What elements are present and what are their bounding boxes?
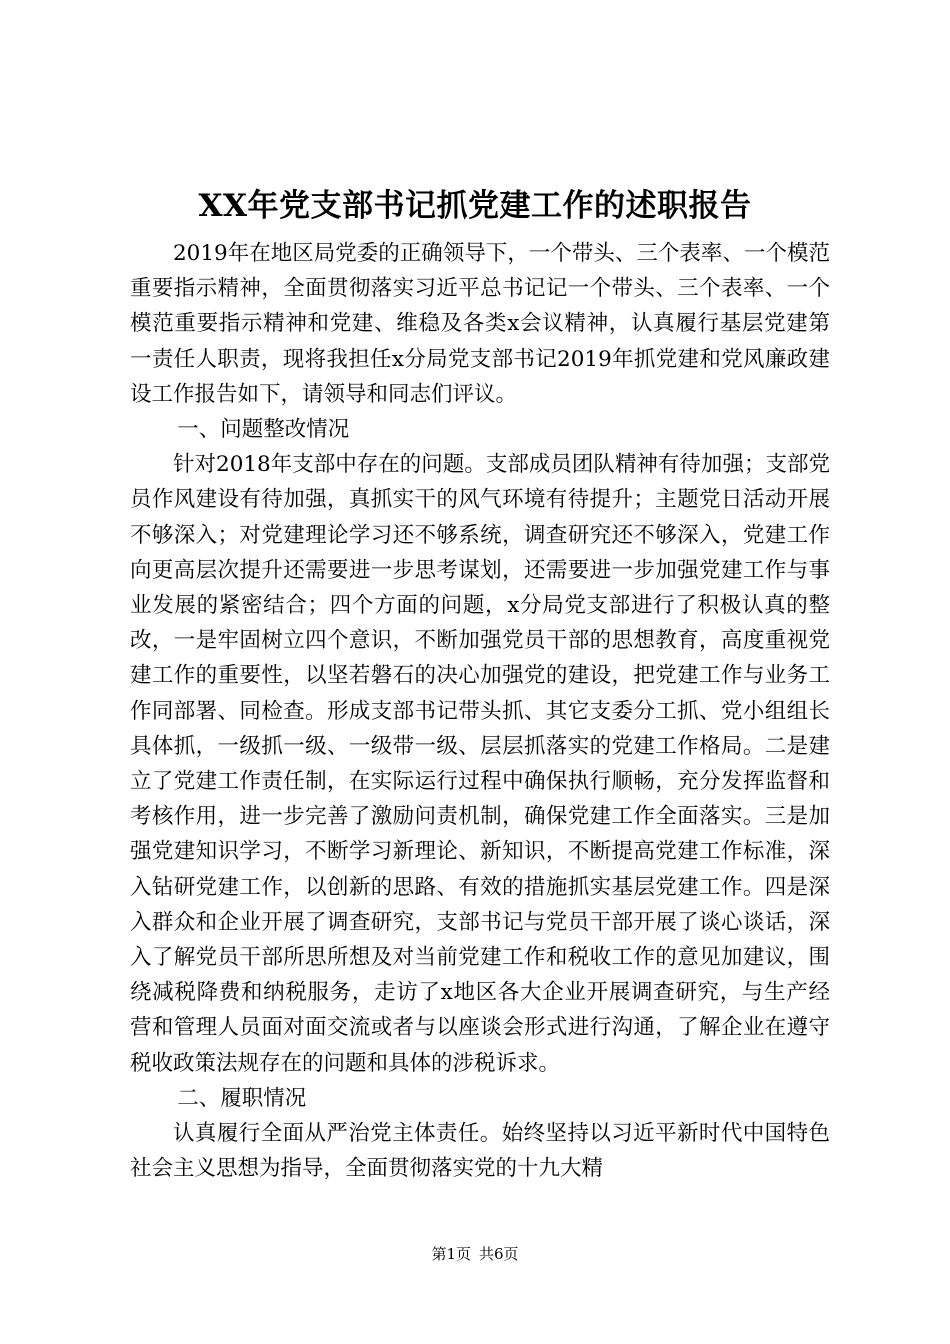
document-body bbox=[130, 236, 830, 1186]
paragraph-intro: 2019年在地区局党委的正确领导下，一个带头、三个表率、一个模范重要指示精神，全面贯彻落实习近平总书记记一个带头、三个表率、一个模范重要指示精神和党建、维稳及各类x会议精神，认真履行基层党建第一责任人职责，现将我担任x分局党支部书记2019年抓党建和党风廉政建设工作报告如下，请领导和同志们评议。 bbox=[130, 241, 830, 407]
document-title: XX年党支部书记抓党建工作的述职报告 bbox=[198, 188, 752, 224]
paragraph-duties: 认真履行全面从严治党主体责任。始终坚持以习近平新时代中国特色社会主义思想为指导，全面贯彻落实党的十九大精 bbox=[130, 1121, 830, 1182]
page-total: 共6页 bbox=[479, 1245, 519, 1263]
section-heading-2: 二、履职情况 bbox=[177, 1085, 307, 1111]
page-footer bbox=[0, 1244, 950, 1264]
paragraph-rectification: 针对2018年支部中存在的问题。支部成员团队精神有待加强；支部党员作风建设有待加强，真抓实干的风气环境有待提升；主题党日活动开展不够深入；对党建理论学习还不够系统，调查研究还不够深入，党建工作向更高层次提升还需要进一步思考谋划，还需要进一步加强党建工作与事业发展的紧密结合；四个方面的问题，x分局党支部进行了积极认真的整改，一是牢固树立四个意识，不断加强党员干部的思想教育，高度重视党建工作的重要性，以坚若磐石的决心加强党的建设，把党建工作与业务工作同部署、同检查。形成支部书记带头抓、其它支委分工抓、党小组组长具体抓，一级抓一级、一级带一级、层层抓落实的党建工作格局。二是建立了党建工作责任制，在实际运行过程中确保执行顺畅，充分发挥监督和考核作用，进一步完善了激励问责机制，确保党建工作全面落实。三是加强党建知识学习，不断学习新理论、新知识，不断提高党建工作标准，深入钻研党建工作，以创新的思路、有效的措施抓实基层党建工作。四是深入群众和企业开展了调查研究，支部书记与党员干部开展了谈心谈话，深入了解党员干部所思所想及对当前党建工作和税收工作的意见加建议，围绕减税降费和纳税服务，走访了x地区各大企业开展调查研究，与生产经营和管理人员面对面交流或者与以座谈会形式进行沟通，了解企业在遵守税收政策法规存在的问题和具体的涉税诉求。 bbox=[130, 452, 830, 1076]
section-heading-1: 一、问题整改情况 bbox=[177, 417, 350, 443]
page-number: 第1页 bbox=[431, 1245, 471, 1263]
